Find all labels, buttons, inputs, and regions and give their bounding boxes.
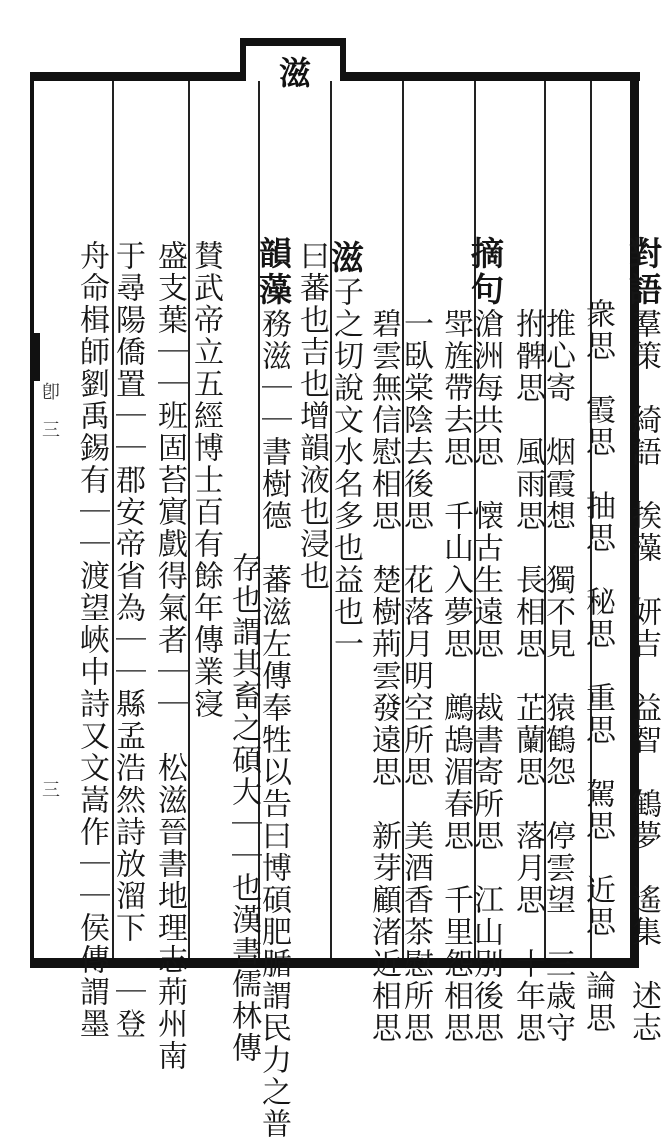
column-text: 子之切說文水名多也益也一 bbox=[328, 276, 363, 660]
column-text: 盛支葉｜｜班固苔賔戲得氣者｜｜ 松滋晉書地理志荊州南 bbox=[152, 240, 187, 1072]
column-text: 斝旌帶去思 千山入夢思 鷓鴣湄春思 千里怨相思 bbox=[438, 308, 473, 1044]
column-text: 務滋｜｜書樹德 蕃滋左傳奉牲以告曰博碩肥腯謂民力之普 bbox=[256, 308, 291, 1140]
column-text: 羣策 綺語 挨藻 妍吉 益智 鶴夢 遙集 述志 bbox=[626, 308, 661, 1044]
tab-border-top bbox=[240, 38, 346, 46]
folio-number: 三 bbox=[39, 780, 60, 798]
section-heading: 韻藻 bbox=[254, 236, 293, 308]
column-text: 一臥棠陰去後思 花落月明空所思 美酒香茶慰所思 bbox=[398, 308, 433, 1044]
text-column-17 bbox=[42, 92, 141, 1040]
column-text: 推心寄 烟霞想 獨不見 猿鶴怨 停雲望 三歳守 bbox=[540, 308, 575, 1044]
section-heading: 摘句 bbox=[466, 236, 505, 308]
fold-mark bbox=[30, 333, 40, 381]
margin-mark-mid: 三 bbox=[39, 420, 60, 438]
left-border bbox=[30, 72, 34, 968]
margin-mark-top: 卽 bbox=[39, 382, 60, 400]
column-text: 衆思 霞思 抽思 秘思 重思 駕思 近思 論思 bbox=[580, 298, 615, 1034]
tab-border-left bbox=[240, 38, 246, 81]
column-text: 拊髀思 風雨思 長相思 芷蘭思 落月思 十年思 bbox=[510, 308, 545, 1044]
top-border-right bbox=[340, 72, 640, 81]
tab-title: 滋 bbox=[274, 56, 312, 88]
column-text: 舟命楫師劉禹錫有｜｜渡望峽中詩又文嵩作｜｜侯傳謂墨 bbox=[74, 240, 109, 1040]
column-text: 于尋陽僑置｜｜郡安帝省為｜｜縣孟浩然詩放溜下｜｜登 bbox=[110, 240, 145, 1040]
top-border-left bbox=[34, 72, 244, 81]
section-heading: 對語 bbox=[624, 236, 663, 308]
column-text: 碧雲無信慰相思 楚樹荊雲發遠思 新芽顧渚近相思 bbox=[366, 308, 401, 1044]
column-text: 曰蕃也吉也增韻液也浸也 bbox=[294, 240, 329, 592]
column-text: 滄洲每共思 懐古生遠思 裁書寄所思 江山別後思 bbox=[468, 308, 503, 1044]
entry-heading: 滋 bbox=[326, 240, 365, 276]
column-text: 存也謂其畜之碩大｜｜也漢書儒林傳 bbox=[226, 552, 261, 1064]
column-text: 賛武帝立五經博士百有餘年傳業寖 bbox=[188, 240, 223, 720]
